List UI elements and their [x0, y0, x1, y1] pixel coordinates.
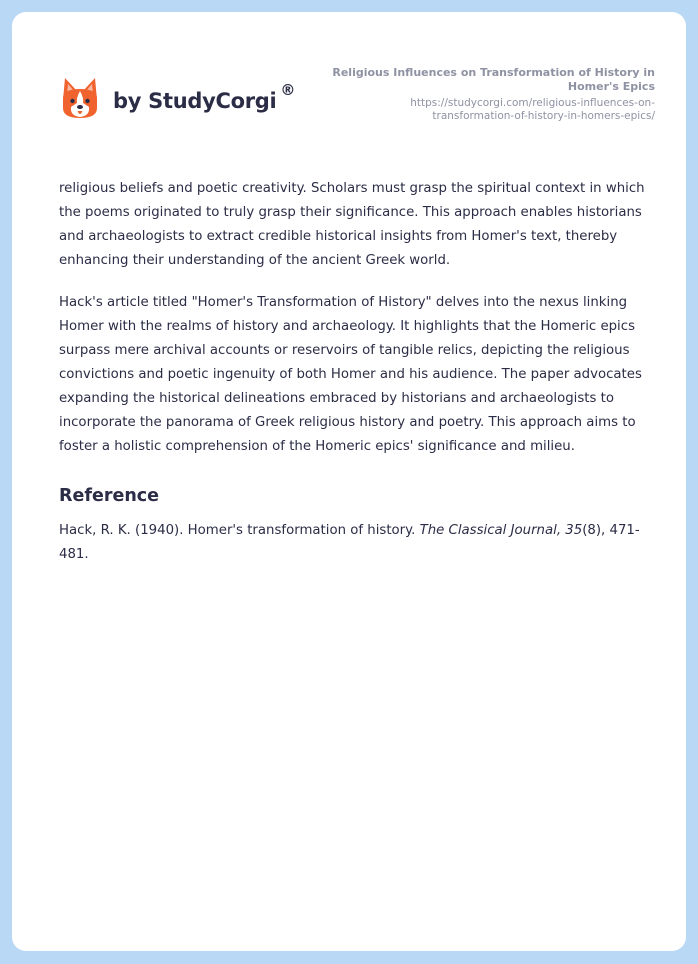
logo-text: by StudyCorgi	[113, 89, 277, 113]
document-page	[12, 12, 686, 951]
registered-mark: ®	[280, 81, 296, 99]
document-url-line: transformation-of-history-in-homers-epics/	[432, 110, 655, 122]
document-title	[325, 66, 655, 94]
corgi-logo-icon	[60, 76, 100, 122]
reference-journal: The Classical Journal, 35	[419, 523, 583, 538]
document-title-line: Homer's Epics	[567, 80, 655, 93]
reference-entry	[59, 519, 655, 567]
reference-pages: (8), 471-481.	[59, 523, 640, 562]
document-header	[325, 66, 655, 123]
body-paragraph: Hack's article titled "Homer's Transformation of History" delves into the nexus linking Homer with the realms of history and archaeology. It highlights that the Homeric epics surpass mere archival accounts or reservoirs of tangible relics, depicting the religious convictions and poetic ingenuity of both Homer and his audience. The paper advocates expanding the historical delineations embraced by historians and archaeologists to incorporate the panorama of Greek religious history and poetry. This approach aims to foster a holistic comprehension of the Homeric epics' significance and milieu.	[59, 295, 642, 454]
studycorgi-logo[interactable]	[60, 76, 295, 122]
body-paragraph: religious beliefs and poetic creativity. Scholars must grasp the spiritual context in which the poems originated to truly grasp their significance. This approach enables historians and archaeologists to extract credible historical insights from Homer's text, thereby enhancing their understanding of the ancient Greek world.	[59, 181, 645, 268]
document-body	[59, 177, 655, 585]
document-url[interactable]	[325, 97, 655, 123]
reference-heading: Reference	[59, 486, 160, 506]
document-title-line: Religious Influences on Transformation of History in	[332, 66, 655, 79]
reference-author-title: Hack, R. K. (1940). Homer's transformation of history.	[59, 523, 420, 538]
document-url-line: https://studycorgi.com/religious-influences-on-	[410, 97, 655, 109]
